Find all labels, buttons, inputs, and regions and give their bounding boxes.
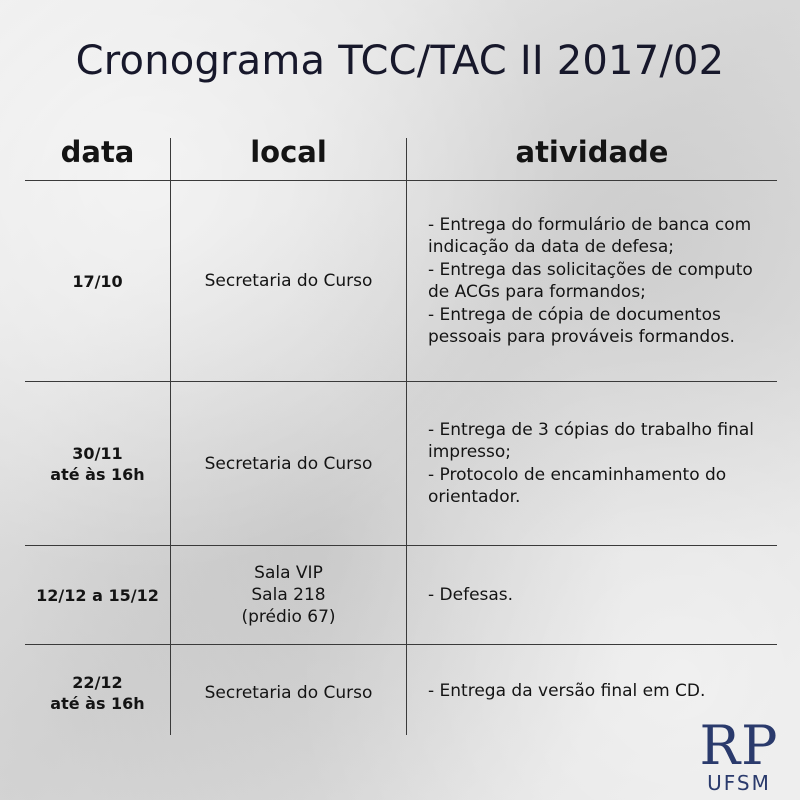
column-header-activity: atividade (515, 135, 669, 169)
row-date: 30/11 até às 16h (50, 443, 145, 484)
row-location: Sala VIP Sala 218 (prédio 67) (241, 563, 336, 627)
row-date: 12/12 a 15/12 (36, 585, 159, 605)
row-activity: - Entrega da versão final em CD. (428, 680, 706, 701)
row-date: 17/10 (72, 271, 123, 291)
column-header-location: local (250, 135, 327, 169)
row-location: Secretaria do Curso (204, 271, 373, 291)
logo-rp-text: RP (699, 714, 779, 777)
row-activity: - Entrega de 3 cópias do trabalho final impresso; - Protocolo de encaminhamento do orientador. (428, 419, 755, 507)
column-header-date: data (60, 135, 135, 169)
row-location: Secretaria do Curso (204, 682, 373, 703)
page-title: Cronograma TCC/TAC II 2017/02 (75, 38, 725, 84)
logo-ufsm-text: UFSM (707, 771, 771, 795)
row-activity: - Entrega do formulário de banca com indicação da data de defesa; - Entrega das solicitações de computo de ACGs para formandos; - Entrega de cópia de documentos pessoais para prováveis formandos. (428, 214, 753, 347)
column-divider (406, 138, 407, 735)
rp-ufsm-logo (694, 714, 784, 795)
row-activity: - Defesas. (428, 584, 514, 605)
row-date: 22/12 até às 16h (50, 672, 145, 713)
row-location: Secretaria do Curso (204, 453, 373, 474)
